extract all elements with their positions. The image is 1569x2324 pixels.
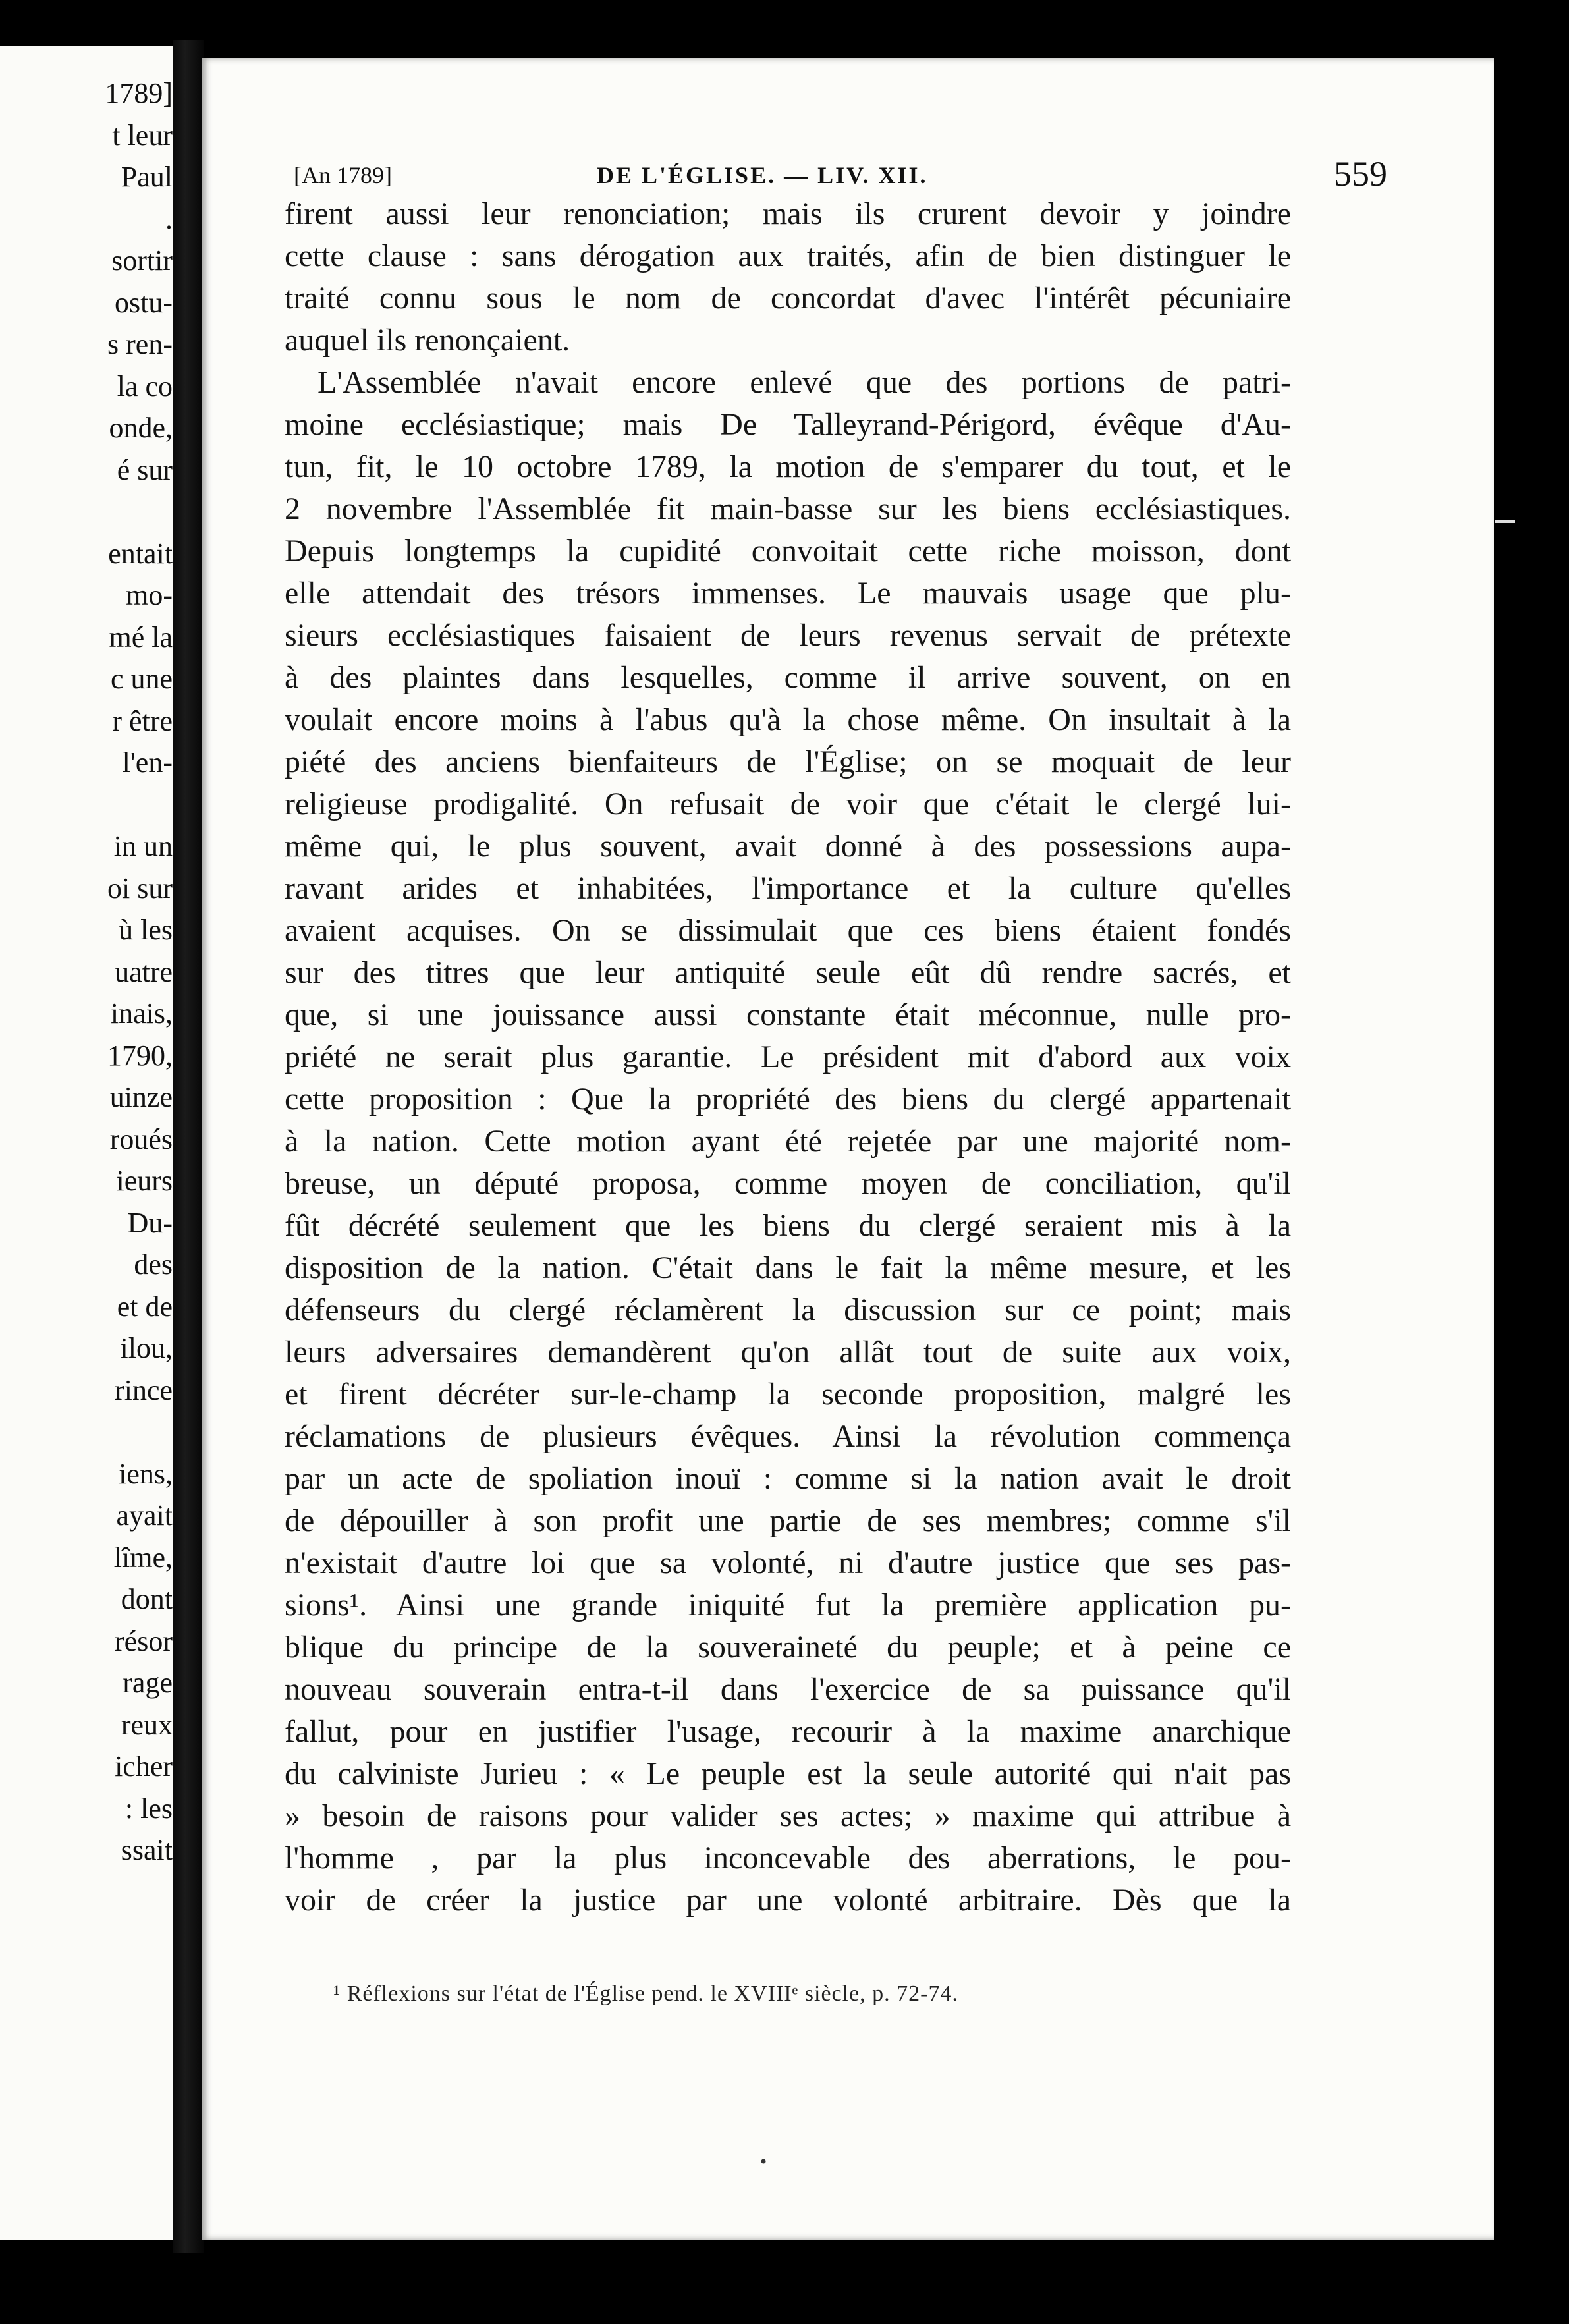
text-line: sions¹. Ainsi une grande iniquité fut la première application pu- <box>285 1588 1291 1622</box>
text-line: défenseurs du clergé réclamèrent la discussion sur ce point; mais <box>285 1292 1291 1327</box>
facing-page-line: t leur <box>112 119 173 152</box>
facing-page-line: ù les <box>119 914 173 946</box>
text-line: elle attendait des trésors immenses. Le mauvais usage que plu- <box>285 576 1291 611</box>
facing-page-line: inais, <box>110 997 173 1030</box>
text-line: fût décrété seulement que les biens du clergé seraient mis à la <box>285 1208 1291 1243</box>
facing-page-line: : les <box>124 1792 173 1825</box>
facing-page-line: Paul <box>121 161 173 193</box>
facing-page-line: rage <box>123 1667 173 1699</box>
facing-page-line: s ren- <box>107 328 173 360</box>
text-line: l'homme , par la plus inconcevable des aberrations, le pou- <box>285 1840 1291 1875</box>
facing-page-line: oi sur <box>107 872 173 904</box>
facing-page-line: ayait <box>116 1499 173 1532</box>
facing-page-line: uinze <box>109 1081 173 1113</box>
body-text <box>285 193 1291 1922</box>
page-number: 559 <box>1334 154 1387 194</box>
facing-page-line: des <box>134 1248 173 1281</box>
text-line: Depuis longtemps la cupidité convoitait cette riche moisson, dont <box>285 534 1291 568</box>
facing-page-line: é sur <box>117 453 173 486</box>
facing-page-line: 1789] <box>105 77 173 109</box>
facing-page-line: ieurs <box>116 1165 173 1197</box>
text-line: fallut, pour en justifier l'usage, recourir à la maxime anarchique <box>285 1714 1291 1749</box>
text-line: firent aussi leur renonciation; mais ils crurent devoir y joindre <box>285 196 1291 231</box>
text-line: voulait encore moins à l'abus qu'à la chose même. On insultait à la <box>285 702 1291 737</box>
text-line: blique du principe de la souveraineté du peuple; et à peine ce <box>285 1630 1291 1665</box>
text-line: sieurs ecclésiastiques faisaient de leurs revenus servait de prétexte <box>285 618 1291 653</box>
text-line: de dépouiller à son profit une partie de ses membres; comme s'il <box>285 1503 1291 1538</box>
header-title: DE L'ÉGLISE. — LIV. XII. <box>597 162 928 188</box>
facing-page-line: Du- <box>127 1206 173 1239</box>
text-line: cette clause : sans dérogation aux traités, afin de bien distinguer le <box>285 238 1291 273</box>
text-line: » besoin de raisons pour valider ses actes; » maxime qui attribue à <box>285 1798 1291 1833</box>
text-line: n'existait d'autre loi que sa volonté, ni d'autre justice que ses pas- <box>285 1545 1291 1580</box>
facing-page-line: ilou, <box>120 1332 173 1364</box>
facing-page-line: mé la <box>109 621 173 653</box>
facing-page-line: mo- <box>126 579 173 611</box>
facing-page-line: et de <box>117 1290 173 1323</box>
text-line: 2 novembre l'Assemblée fit main-basse sur les biens ecclésiastiques. <box>285 491 1291 526</box>
footnote: ¹ Réflexions sur l'état de l'Église pend. le XVIIIᵉ siècle, p. 72-74. <box>333 1981 958 2006</box>
facing-page-line: roués <box>109 1122 173 1155</box>
facing-page-line: r être <box>112 704 173 737</box>
text-line: moine ecclésiastique; mais De Talleyrand-Périgord, évêque d'Au- <box>285 407 1291 442</box>
facing-page-line: rince <box>115 1373 173 1406</box>
text-line: breuse, un député proposa, comme moyen de conciliation, qu'il <box>285 1166 1291 1201</box>
header-year: [An 1789] <box>294 162 392 188</box>
facing-page-line: résor <box>115 1624 173 1657</box>
text-line: tun, fit, le 10 octobre 1789, la motion de s'emparer du tout, et le <box>285 449 1291 484</box>
facing-page-line: iens, <box>119 1457 173 1490</box>
facing-page-line: l'en- <box>122 746 173 779</box>
facing-page-line: ssait <box>121 1834 173 1866</box>
facing-page-line: c une <box>110 663 173 695</box>
text-line: cette proposition : Que la propriété des biens du clergé appartenait <box>285 1082 1291 1117</box>
facing-page-line: lîme, <box>113 1541 173 1574</box>
text-line: leurs adversaires demandèrent qu'on allât tout de suite aux voix, <box>285 1335 1291 1370</box>
text-line: même qui, le plus souvent, avait donné à des possessions aupa- <box>285 829 1291 864</box>
page-speck: • <box>759 2153 769 2171</box>
text-line: L'Assemblée n'avait encore enlevé que des portions de patri- <box>317 365 1291 400</box>
text-line: religieuse prodigalité. On refusait de voir que c'était le clergé lui- <box>285 787 1291 821</box>
page-edge-mark <box>1495 520 1515 523</box>
facing-page-line: la co <box>117 370 173 402</box>
text-line: à la nation. Cette motion ayant été rejetée par une majorité nom- <box>285 1124 1291 1159</box>
book-gutter <box>173 40 204 2253</box>
text-line: que, si une jouissance aussi constante était méconnue, nulle pro- <box>285 997 1291 1032</box>
text-line: ravant arides et inhabitées, l'importance et la culture qu'elles <box>285 871 1291 906</box>
facing-page-line: . <box>165 202 173 235</box>
text-line: réclamations de plusieurs évêques. Ainsi la révolution commença <box>285 1419 1291 1454</box>
facing-page-fragment <box>0 46 173 2240</box>
facing-page-line: dont <box>121 1583 173 1615</box>
facing-page-line: icher <box>115 1750 173 1783</box>
facing-page-line: in un <box>113 830 173 862</box>
text-line: voir de créer la justice par une volonté arbitraire. Dès que la <box>285 1883 1291 1918</box>
text-line: nouveau souverain entra-t-il dans l'exercice de sa puissance qu'il <box>285 1672 1291 1707</box>
text-line: traité connu sous le nom de concordat d'avec l'intérêt pécuniaire <box>285 281 1291 316</box>
facing-page-line: sortir <box>111 244 173 277</box>
text-line: et firent décréter sur-le-champ la seconde proposition, malgré les <box>285 1377 1291 1412</box>
text-line: par un acte de spoliation inouï : comme si la nation avait le droit <box>285 1461 1291 1496</box>
text-line: du calviniste Jurieu : « Le peuple est la seule autorité qui n'ait pas <box>285 1756 1291 1791</box>
book-page <box>202 58 1494 2240</box>
facing-page-line: entait <box>108 537 173 570</box>
facing-page-line: reux <box>121 1708 173 1741</box>
text-line: avaient acquises. On se dissimulait que ces biens étaient fondés <box>285 913 1291 948</box>
facing-page-line: onde, <box>109 412 173 444</box>
text-line: piété des anciens bienfaiteurs de l'Église; on se moquait de leur <box>285 744 1291 779</box>
text-line: auquel ils renonçaient. <box>285 323 570 358</box>
text-line: priété ne serait plus garantie. Le président mit d'abord aux voix <box>285 1039 1291 1074</box>
text-line: disposition de la nation. C'était dans le fait la même mesure, et les <box>285 1250 1291 1285</box>
facing-page-line: 1790, <box>107 1039 173 1072</box>
text-line: à des plaintes dans lesquelles, comme il arrive souvent, on en <box>285 660 1291 695</box>
text-line: sur des titres que leur antiquité seule eût dû rendre sacrés, et <box>285 955 1291 990</box>
facing-page-line: uatre <box>115 955 173 988</box>
running-header <box>294 153 1387 196</box>
facing-page-line: ostu- <box>115 286 173 319</box>
